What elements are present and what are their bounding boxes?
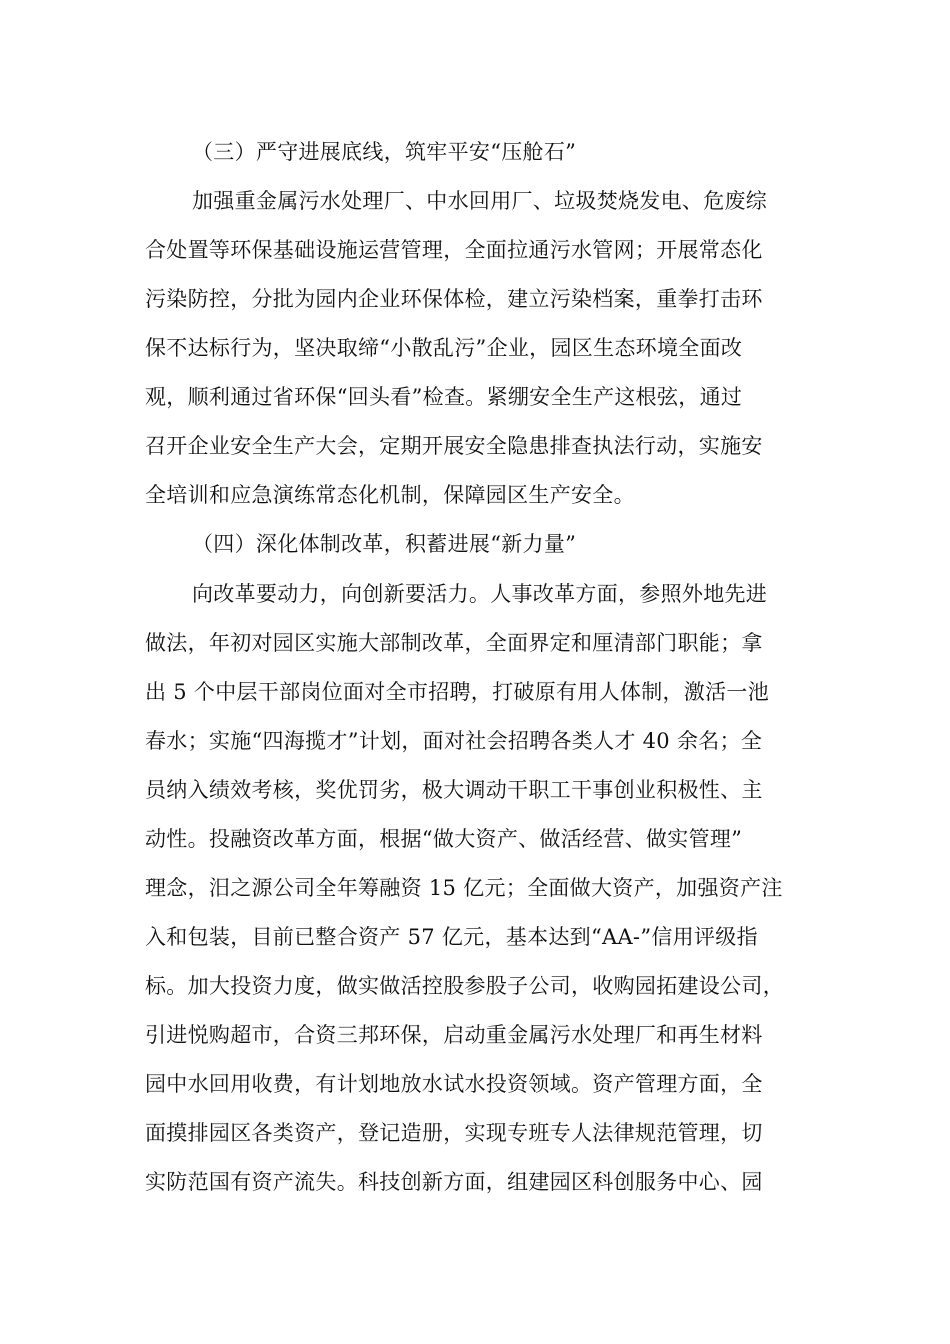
paragraph-line: 保不达标行为，坚决取缔“小散乱污”企业，园区生态环境全面改: [145, 336, 743, 360]
paragraph-line: 理念，汨之源公司全年筹融资 15 亿元；全面做大资产，加强资产注: [145, 876, 783, 900]
paragraph-line: 入和包装，目前已整合资产 57 亿元，基本达到“AA-”信用评级指: [145, 925, 758, 949]
paragraph-line: 加强重金属污水处理厂、中水回用厂、垃圾焚烧发电、危废综: [192, 189, 768, 213]
paragraph-line: 全培训和应急演练常态化机制，保障园区生产安全。: [145, 483, 635, 507]
paragraph-line: 向改革要动力，向创新要活力。人事改革方面，参照外地先进: [192, 582, 768, 606]
paragraph-line: 园中水回用收费，有计划地放水试水投资领域。资产管理方面，全: [145, 1072, 763, 1096]
section-heading-4: （四）深化体制改革，积蓄进展“新力量”: [192, 532, 577, 556]
paragraph-line: 召开企业安全生产大会，定期开展安全隐患排查执法行动，实施安: [145, 434, 763, 458]
paragraph-line: 动性。投融资改革方面，根据“做大资产、做活经营、做实管理”: [145, 827, 743, 851]
paragraph-line: 观，顺利通过省环保“回头看”检查。紧绷安全生产这根弦，通过: [145, 385, 743, 409]
paragraph-line: 污染防控，分批为园内企业环保体检，建立污染档案，重拳打击环: [145, 287, 763, 311]
paragraph-line: 员纳入绩效考核，奖优罚劣，极大调动干职工干事创业积极性、主: [145, 778, 763, 802]
paragraph-line: 春水；实施“四海揽才”计划，面对社会招聘各类人才 40 余名；全: [145, 729, 763, 753]
paragraph-line: 标。加大投资力度，做实做活控股参股子公司，收购园拓建设公司，: [145, 974, 784, 998]
paragraph-line: 合处置等环保基础设施运营管理，全面拉通污水管网；开展常态化: [145, 238, 763, 262]
paragraph-line: 面摸排园区各类资产，登记造册，实现专班专人法律规范管理，切: [145, 1121, 763, 1145]
paragraph-line: 实防范国有资产流失。科技创新方面，组建园区科创服务中心、园: [145, 1170, 763, 1194]
section-heading-3: （三）严守进展底线，筑牢平安“压舱石”: [192, 140, 577, 164]
paragraph-line: 引进悦购超市，合资三邦环保，启动重金属污水处理厂和再生材料: [145, 1023, 763, 1047]
paragraph-line: 做法，年初对园区实施大部制改革，全面界定和厘清部门职能；拿: [145, 631, 763, 655]
paragraph-line: 出 5 个中层干部岗位面对全市招聘，打破原有用人体制，激活一池: [145, 680, 770, 704]
